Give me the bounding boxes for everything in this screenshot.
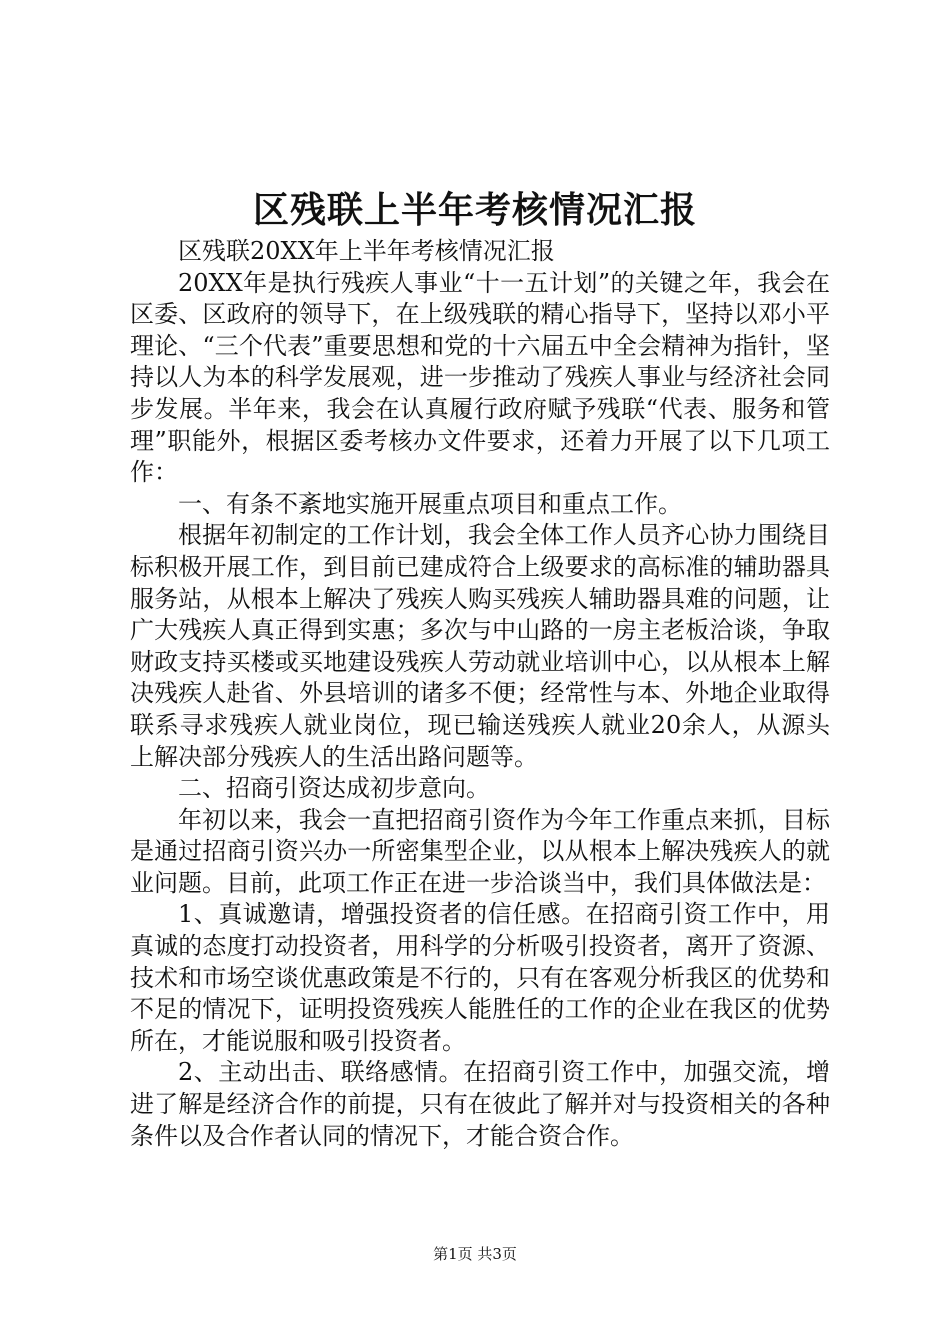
section-heading-2: 二、招商引资达成初步意向。 xyxy=(178,774,490,803)
page-number-footer: 第1页 共3页 xyxy=(433,1245,517,1263)
paragraph-subtitle: 区残联20XX年上半年考核情况汇报 xyxy=(178,237,555,265)
document-body xyxy=(130,236,830,1152)
paragraph-item-1: 1、真诚邀请，增强投资者的信任感。在招商引资工作中，用真诚的态度打动投资者，用科学的分析吸引投资者，离开了资源、技术和市场空谈优惠政策是不行的，只有在客观分析我区的优势和不足的情况下，证明投资残疾人能胜任的工作的企业在我区的优势所在，才能说服和吸引投资者。 xyxy=(130,900,830,1055)
paragraph-intro: 20XX年是执行残疾人事业“十一五计划”的关键之年，我会在区委、区政府的领导下，在上级残联的精心指导下，坚持以邓小平理论、“三个代表”重要思想和党的十六届五中全会精神为指针，坚持以人为本的科学发展观，进一步推动了残疾人事业与经济社会同步发展。半年来，我会在认真履行政府赋予残联“代表、服务和管理”职能外，根据区委考核办文件要求，还着力开展了以下几项工作： xyxy=(130,268,830,487)
document-title: 区残联上半年考核情况汇报 xyxy=(252,189,697,231)
paragraph-item-2: 2、主动出击、联络感情。在招商引资工作中，加强交流，增进了解是经济合作的前提，只有在彼此了解并对与投资相关的各种条件以及合作者认同的情况下，才能合资合作。 xyxy=(130,1058,830,1150)
paragraph-section-2: 年初以来，我会一直把招商引资作为今年工作重点来抓，目标是通过招商引资兴办一所密集型企业，以从根本上解决残疾人的就业问题。目前，此项工作正在进一步洽谈当中，我们具体做法是： xyxy=(130,805,830,897)
paragraph-section-1: 根据年初制定的工作计划，我会全体工作人员齐心协力围绕目标积极开展工作，到目前已建成符合上级要求的高标准的辅助器具服务站，从根本上解决了残疾人购买残疾人辅助器具难的问题，让广大残疾人真正得到实惠；多次与中山路的一房主老板洽谈，争取财政支持买楼或买地建设残疾人劳动就业培训中心，以从根本上解决残疾人赴省、外县培训的诸多不便；经常性与本、外地企业取得联系寻求残疾人就业岗位，现已输送残疾人就业20余人，从源头上解决部分残疾人的生活出路问题等。 xyxy=(130,521,830,771)
section-heading-1: 一、有条不紊地实施开展重点项目和重点工作。 xyxy=(178,489,682,518)
